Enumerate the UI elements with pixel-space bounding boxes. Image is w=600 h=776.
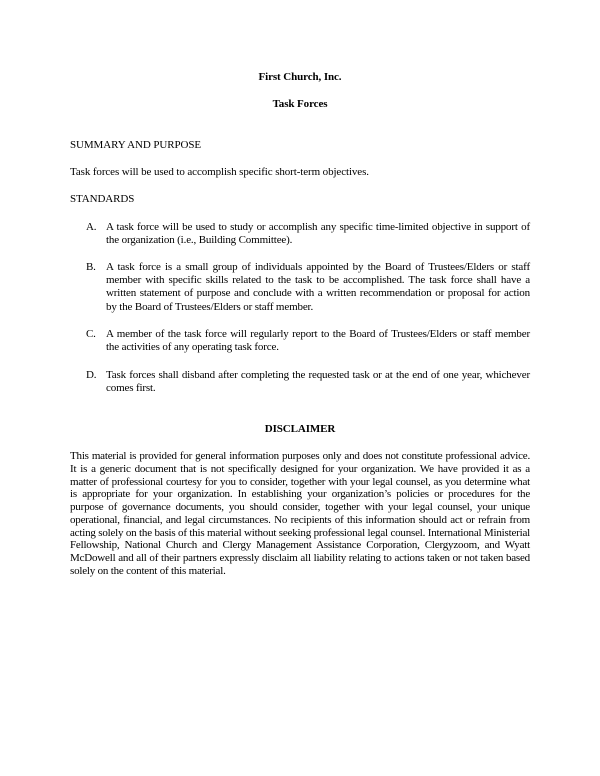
standards-heading: STANDARDS (70, 193, 135, 205)
standards-item-text: A task force is a small group of individuals appointed by the Board of Trustees/Elders or staff member with specific skills related to the task to be accomplished. The task force shall have a written statement of purpose and conclude with a written recommendation or proposal for action by the Board of Trustees/Elders or staff member. (106, 261, 530, 313)
standards-item-d (86, 369, 530, 395)
standards-item-text: A task force will be used to study or accomplish any specific time-limited objective in support of the organization (i.e., Building Committee). (106, 221, 530, 247)
standards-item-text: A member of the task force will regularly report to the Board of Trustees/Elders or staff member the activities of any operating task force. (106, 328, 530, 354)
summary-text: Task forces will be used to accomplish specific short-term objectives. (70, 166, 369, 178)
standards-item-letter: C. (86, 328, 96, 340)
standards-item-letter: A. (86, 221, 97, 233)
standards-item-a (86, 221, 530, 247)
standards-item-b (86, 261, 530, 314)
summary-heading: SUMMARY AND PURPOSE (70, 139, 201, 151)
document-title: Task Forces (272, 98, 328, 110)
standards-item-letter: B. (86, 261, 96, 273)
disclaimer-text: This material is provided for general information purposes only and does not constitute professional advice. It is a generic document that is not specifically designed for your organization. We have provided it as a matter of professional courtesy for you to consider, together with your legal counsel, as you determine what is appropriate for your organization. In establishing your organization’s policies or procedures for the purpose of governance documents, you should consider, together with your legal counsel, your unique operational, financial, and legal circumstances. No recipients of this information should act or refrain from acting solely on the basis of this material without seeking professional legal counsel. International Ministerial Fellowship, National Church and Clergy Management Assistance Corporation, Clergyzoom, and Wyatt McDowell and all of their partners expressly disclaim all liability relating to actions taken or not taken based solely on the content of this material. (70, 450, 530, 577)
disclaimer-heading: DISCLAIMER (264, 423, 336, 435)
standards-item-letter: D. (86, 369, 97, 381)
standards-item-text: Task forces shall disband after completing the requested task or at the end of one year, whichever comes first. (106, 369, 530, 395)
organization-name: First Church, Inc. (258, 71, 342, 83)
standards-item-c (86, 328, 530, 354)
